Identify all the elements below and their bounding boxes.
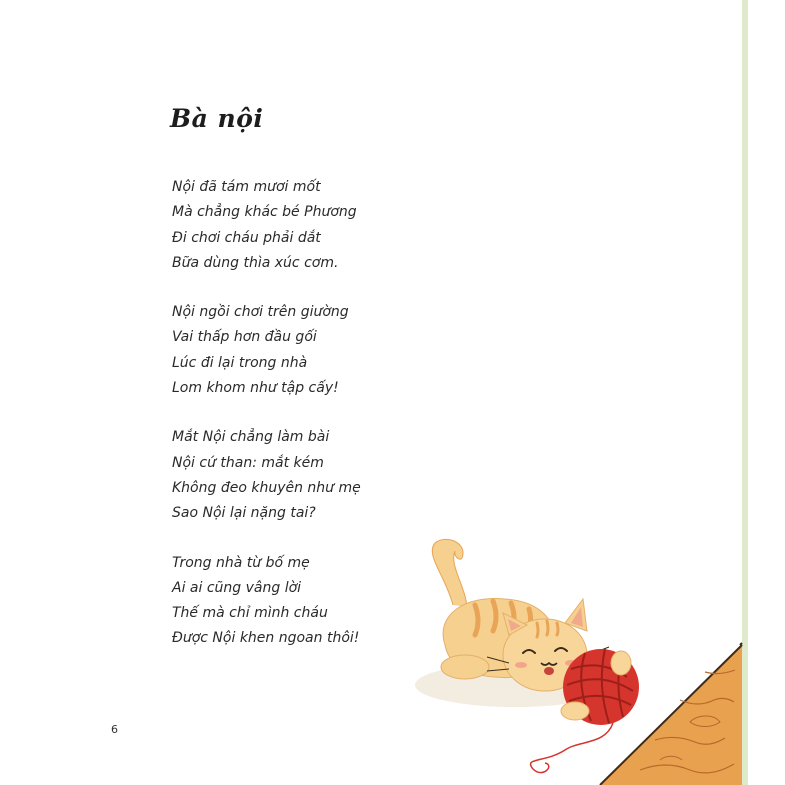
- poem-line: Đi chơi cháu phải dắt: [172, 229, 321, 246]
- poem-line: Trong nhà từ bố mẹ: [172, 554, 310, 571]
- poem-line: Ai ai cũng vâng lời: [172, 579, 302, 596]
- poem-line: Được Nội khen ngoan thôi!: [172, 630, 360, 647]
- poem-line: Nội đã tám mươi mốt: [172, 179, 321, 195]
- poem-line: Thế mà chỉ mình cháu: [172, 605, 328, 622]
- stanza: [172, 300, 361, 401]
- poem-line: Lúc đi lại trong nhà: [172, 354, 308, 371]
- stanza: [172, 551, 361, 652]
- kitten-yarn-icon: [405, 535, 655, 785]
- stanza: [172, 175, 361, 276]
- stanza: [172, 425, 361, 526]
- poem-body: [172, 175, 361, 676]
- poem-line: Nội cứ than: mắt kém: [172, 454, 324, 471]
- poem-line: Không đeo khuyên như mẹ: [172, 479, 361, 496]
- poem-title: Bà nội: [170, 104, 264, 133]
- poem-line: Vai thấp hơn đầu gối: [172, 329, 317, 346]
- page-number: 6: [111, 723, 118, 736]
- poem-line: Nội ngồi chơi trên giường: [172, 304, 349, 321]
- poem-line: Bữa dùng thìa xúc cơm.: [172, 254, 339, 271]
- poem-line: Mắt Nội chẳng làm bài: [172, 429, 330, 446]
- poem-line: Mà chẳng khác bé Phương: [172, 204, 357, 221]
- poem-line: Sao Nội lại nặng tai?: [172, 505, 316, 522]
- poem-line: Lom khom như tập cấy!: [172, 380, 339, 397]
